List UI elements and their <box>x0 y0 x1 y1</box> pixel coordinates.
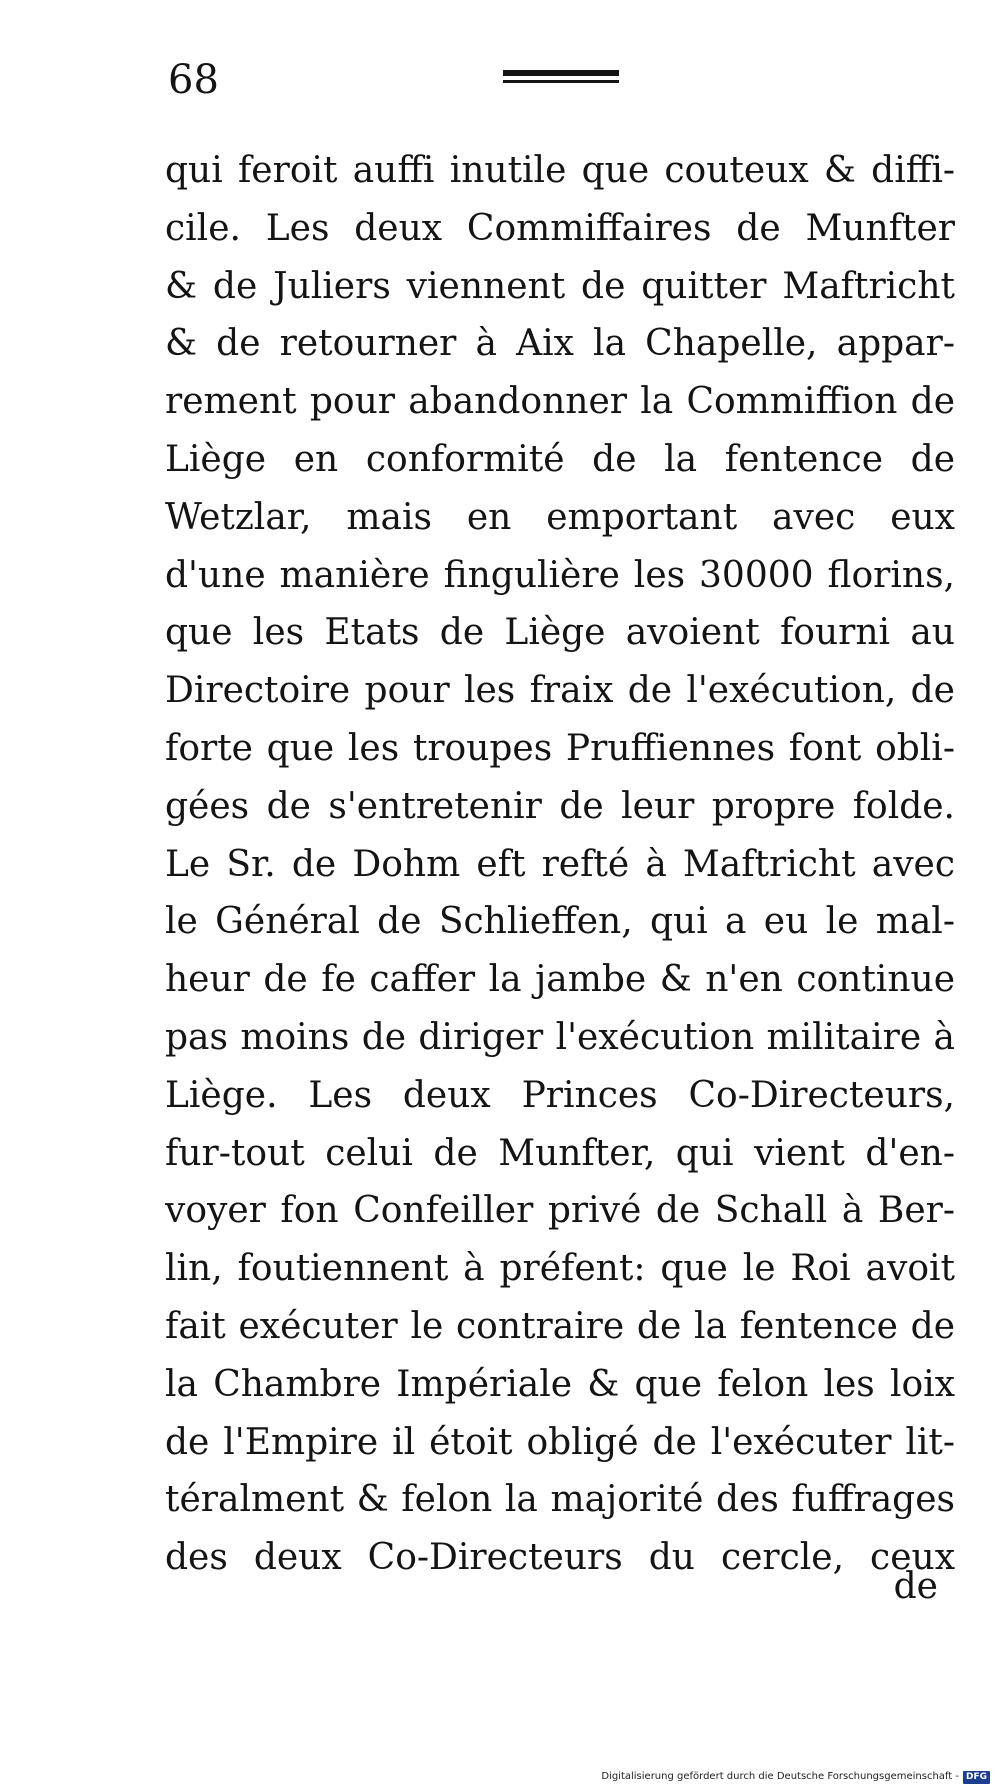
text-line: Directoire pour les fraix de l'exécution, de <box>165 670 955 712</box>
credit-text: Digitalisierung gefördert durch die Deutsche Forschungsgemeinschaft - <box>601 1771 959 1782</box>
body-text <box>165 142 955 1587</box>
text-line: rement pour abandonner la Commiffion de <box>165 381 955 423</box>
text-line: fait exécuter le contraire de la fentence de <box>165 1305 955 1347</box>
text-line: que les Etats de Liège avoient fourni au <box>165 612 955 654</box>
text-line: cile. Les deux Commiffaires de Munfter <box>165 207 955 249</box>
text-line: de l'Empire il étoit obligé de l'exécuter lit- <box>165 1421 955 1463</box>
text-line: gées de s'entretenir de leur propre folde. <box>165 785 955 827</box>
text-line: & de Juliers viennent de quitter Maftricht <box>165 265 955 307</box>
catchword: de <box>893 1566 938 1607</box>
text-line: d'une manière fingulière les 30000 florins, <box>165 554 955 596</box>
text-line: lin, foutiennent à préfent: que le Roi avoit <box>165 1248 955 1290</box>
dfg-logo: DFG <box>963 1771 990 1784</box>
text-line: heur de fe caffer la jambe & n'en continue <box>165 959 955 1001</box>
text-line: le Général de Schlieffen, qui a eu le mal- <box>165 901 955 943</box>
text-line: pas moins de diriger l'exécution militaire à <box>165 1016 955 1058</box>
text-line: qui feroit auffi inutile que couteux & diffi- <box>165 150 955 191</box>
text-line: & de retourner à Aix la Chapelle, appar- <box>165 323 955 365</box>
text-line: téralment & felon la majorité des fuffrages <box>165 1479 955 1521</box>
text-line: fur-tout celui de Munfter, qui vient d'en- <box>165 1132 955 1174</box>
text-line: la Chambre Impériale & que felon les loix <box>165 1363 955 1405</box>
text-line: Liège. Les deux Princes Co-Directeurs, <box>165 1074 955 1116</box>
page-number: 68 <box>168 57 219 103</box>
text-line: forte que les troupes Pruffiennes font obli- <box>165 727 955 769</box>
text-line: Wetzlar, mais en emportant avec eux <box>165 496 955 538</box>
digitization-credit <box>601 1770 990 1784</box>
ornament-thick-rule <box>503 70 619 76</box>
text-line: Le Sr. de Dohm eft refté à Maftricht avec <box>165 843 955 885</box>
header-ornament-rule <box>503 70 619 86</box>
text-line: des deux Co-Directeurs du cercle, ceux <box>165 1537 955 1579</box>
ornament-thin-rule <box>503 80 619 83</box>
text-line: Liège en conformité de la fentence de <box>165 438 955 480</box>
text-line: voyer fon Confeiller privé de Schall à Ber- <box>165 1190 955 1232</box>
